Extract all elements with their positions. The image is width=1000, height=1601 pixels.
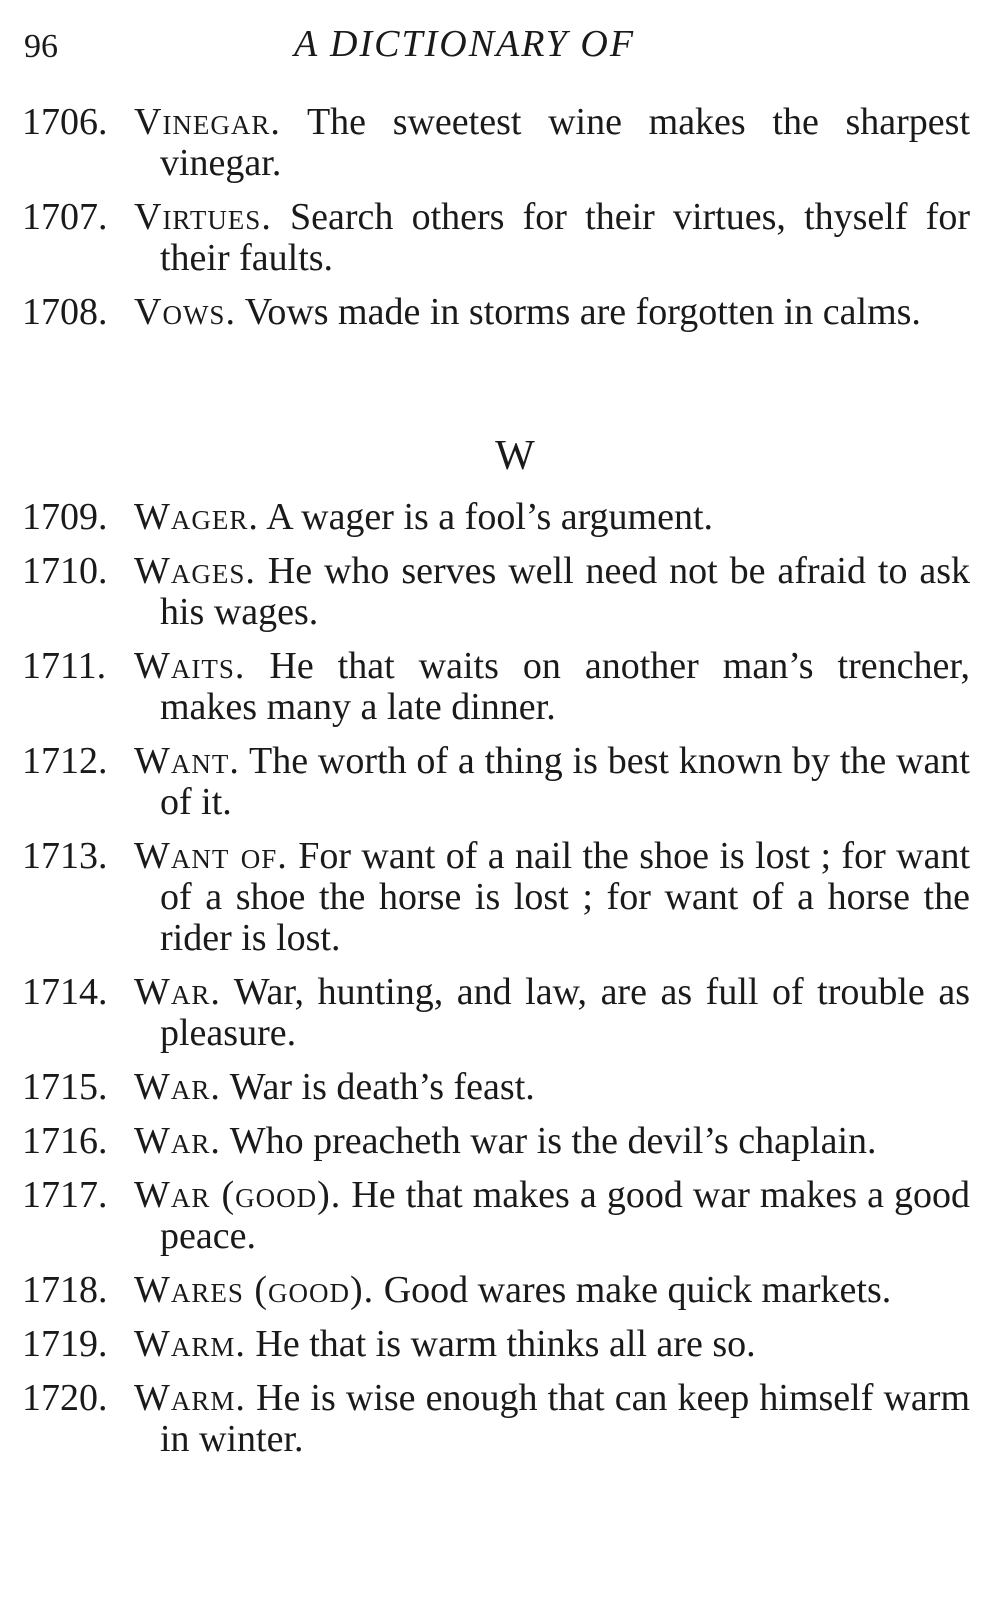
entry-number: 1711. [22,645,107,687]
entry-list-v [22,102,970,346]
entry-text: For want of a nail the shoe is lost ; for want of a shoe the horse is lost ; for want of a horse the rider is lost. [160,835,971,959]
entry-list-w [22,497,970,1473]
entry-1708 [22,292,970,333]
entry-1719 [22,1324,970,1365]
entry-text: He is wise enough that can keep himself warm in winter. [160,1377,970,1460]
section-letter-heading: W [495,433,535,479]
entry-number: 1710. [22,550,108,592]
entry-1709 [22,497,970,538]
entry-1711 [22,646,970,728]
entry-1712 [22,741,970,823]
entry-text: The sweetest wine makes the sharpest vinegar. [160,101,970,184]
entry-1715 [22,1067,970,1108]
entry-1720 [22,1378,970,1460]
entry-1718 [22,1270,970,1311]
entry-text: Who preacheth war is the devil’s chaplain. [229,1120,877,1162]
entry-headword: Wares (good). [134,1269,375,1311]
entry-headword: War. [134,1120,221,1162]
entry-headword: Warm. [134,1323,246,1365]
entry-number: 1715. [22,1066,108,1108]
entry-number: 1706. [22,101,108,143]
entry-text: Vows made in storms are forgotten in calms. [244,291,921,333]
entry-number: 1712. [22,740,108,782]
entry-number: 1713. [22,835,108,877]
entry-headword: Warm. [134,1377,246,1419]
entry-text: The worth of a thing is best known by the want of it. [160,740,970,823]
entry-number: 1708. [22,291,108,333]
entry-text: He that is warm thinks all are so. [255,1323,756,1365]
entry-text: War, hunting, and law, are as full of trouble as pleasure. [160,971,970,1054]
entry-number: 1714. [22,971,108,1013]
entry-headword: War (good). [134,1174,342,1216]
entry-headword: Waits. [134,645,246,687]
entry-headword: Wager. [134,496,259,538]
entry-number: 1707. [22,196,108,238]
entry-text: Search others for their virtues, thyself for their faults. [160,196,970,279]
entry-headword: War. [134,1066,221,1108]
entry-text: He who serves well need not be afraid to ask his wages. [160,550,970,633]
entry-1713 [22,836,970,959]
entry-headword: Vows. [134,291,236,333]
entry-text: Good wares make quick markets. [383,1269,892,1311]
entry-1716 [22,1121,970,1162]
entry-headword: Virtues. [134,196,272,238]
page-header [24,22,970,72]
entry-headword: Want. [134,740,240,782]
entry-number: 1720. [22,1377,108,1419]
entry-headword: Want of. [134,835,288,877]
entry-text: He that waits on another man’s trencher, makes many a late dinner. [160,645,970,728]
entry-1714 [22,972,970,1054]
entry-text: He that makes a good war makes a good peace. [160,1174,970,1257]
entry-1706 [22,102,970,184]
entry-text: War is death’s feast. [229,1066,535,1108]
running-title: A DICTIONARY OF [294,23,636,65]
entry-1710 [22,551,970,633]
entry-headword: Wages. [134,550,256,592]
entry-1717 [22,1175,970,1257]
entry-1707 [22,197,970,279]
entry-text: A wager is a fool’s argument. [266,496,714,538]
entry-number: 1719. [22,1323,108,1365]
entry-number: 1718. [22,1269,108,1311]
entry-headword: Vinegar. [134,101,281,143]
entry-number: 1709. [22,496,108,538]
entry-headword: War. [134,971,221,1013]
page-number: 96 [24,28,58,65]
entry-number: 1717. [22,1174,108,1216]
entry-number: 1716. [22,1120,108,1162]
